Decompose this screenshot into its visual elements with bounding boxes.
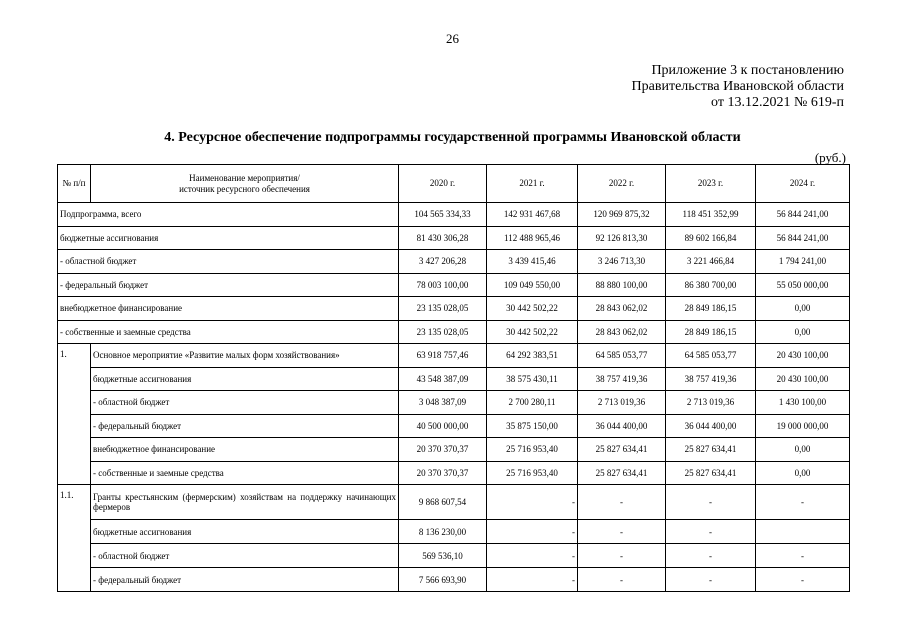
table-cell-2020: 8 136 230,00 <box>399 520 487 544</box>
table-row <box>58 568 850 592</box>
table-cell-2020: 23 135 028,05 <box>399 297 487 321</box>
table-cell-2024: 19 000 000,00 <box>756 414 850 438</box>
table-cell-2022: 25 827 634,41 <box>578 461 666 485</box>
table-cell-2022: 25 827 634,41 <box>578 438 666 462</box>
table-cell-2022: 28 843 062,02 <box>578 320 666 344</box>
table-cell-2021: 30 442 502,22 <box>487 297 578 321</box>
table-cell-2022: 2 713 019,36 <box>578 391 666 415</box>
row-label: - областной бюджет <box>91 544 399 568</box>
table-cell-2024: - <box>756 485 850 520</box>
header-name <box>91 165 399 203</box>
table-cell-2020: 569 536,10 <box>399 544 487 568</box>
table-cell-2020: 78 003 100,00 <box>399 273 487 297</box>
table-cell-2022: 38 757 419,36 <box>578 367 666 391</box>
table-cell-2023: 118 451 352,99 <box>666 203 756 227</box>
table-cell-2022: 92 126 813,30 <box>578 226 666 250</box>
table-cell-2022: 64 585 053,77 <box>578 344 666 368</box>
table-cell-2024: - <box>756 568 850 592</box>
table-row <box>58 203 850 227</box>
header-year-2020: 2020 г. <box>399 165 487 203</box>
table-row <box>58 250 850 274</box>
table-cell-2021: 3 439 415,46 <box>487 250 578 274</box>
table-cell-2021: 38 575 430,11 <box>487 367 578 391</box>
page-number: 26 <box>446 31 459 46</box>
row-label: - собственные и заемные средства <box>58 320 399 344</box>
table-cell-2020: 43 548 387,09 <box>399 367 487 391</box>
table-cell-2024: 20 430 100,00 <box>756 367 850 391</box>
funding-table <box>57 164 850 592</box>
table-cell-2021: 2 700 280,11 <box>487 391 578 415</box>
row-label: Основное мероприятие «Развитие малых форм хозяйствования» <box>91 344 399 368</box>
row-label: - федеральный бюджет <box>91 414 399 438</box>
table-cell-2024: 0,00 <box>756 320 850 344</box>
table-row <box>58 297 850 321</box>
table-cell-2020: 104 565 334,33 <box>399 203 487 227</box>
table-cell-2020: 3 048 387,09 <box>399 391 487 415</box>
row-label: внебюджетное финансирование <box>58 297 399 321</box>
appendix-line-2: Правительства Ивановской области <box>631 79 844 94</box>
table-cell-2024: 1 430 100,00 <box>756 391 850 415</box>
table-cell-2021: - <box>487 485 578 520</box>
table-cell-2023: - <box>666 485 756 520</box>
table-cell-2020: 63 918 757,46 <box>399 344 487 368</box>
table-cell-2024: 55 050 000,00 <box>756 273 850 297</box>
table-cell-2024: 0,00 <box>756 297 850 321</box>
table-cell-2020: 23 135 028,05 <box>399 320 487 344</box>
appendix-line-1: Приложение 3 к постановлению <box>651 63 844 78</box>
row-number: 1.1. <box>58 485 91 592</box>
appendix-block <box>632 63 844 111</box>
table-header-row <box>58 165 850 203</box>
table-body <box>58 203 850 592</box>
row-label: - собственные и заемные средства <box>91 461 399 485</box>
table-cell-2021: 30 442 502,22 <box>487 320 578 344</box>
appendix-line-3: от 13.12.2021 № 619-п <box>711 95 844 110</box>
header-year-2021: 2021 г. <box>487 165 578 203</box>
row-label: - федеральный бюджет <box>58 273 399 297</box>
table-row <box>58 391 850 415</box>
table-cell-2021: - <box>487 544 578 568</box>
table-cell-2021: 25 716 953,40 <box>487 461 578 485</box>
table-cell-2020: 9 868 607,54 <box>399 485 487 520</box>
table-cell-2021: - <box>487 568 578 592</box>
table-row <box>58 414 850 438</box>
row-label: бюджетные ассигнования <box>91 520 399 544</box>
table-cell-2020: 20 370 370,37 <box>399 438 487 462</box>
table-row <box>58 544 850 568</box>
table-cell-2022: 120 969 875,32 <box>578 203 666 227</box>
table-cell-2021: 25 716 953,40 <box>487 438 578 462</box>
table-cell-2022: 88 880 100,00 <box>578 273 666 297</box>
table-cell-2023: 2 713 019,36 <box>666 391 756 415</box>
table-row <box>58 320 850 344</box>
header-year-2023: 2023 г. <box>666 165 756 203</box>
table-cell-2022: - <box>578 568 666 592</box>
table-cell-2023: - <box>666 568 756 592</box>
table-cell-2022: 36 044 400,00 <box>578 414 666 438</box>
row-label: - областной бюджет <box>58 250 399 274</box>
table-cell-2022: 28 843 062,02 <box>578 297 666 321</box>
table-cell-2020: 81 430 306,28 <box>399 226 487 250</box>
row-label: - областной бюджет <box>91 391 399 415</box>
table-row <box>58 520 850 544</box>
table-cell-2023: 3 221 466,84 <box>666 250 756 274</box>
row-number: 1. <box>58 344 91 485</box>
header-year-2022: 2022 г. <box>578 165 666 203</box>
table-cell-2023: 38 757 419,36 <box>666 367 756 391</box>
table-cell-2020: 7 566 693,90 <box>399 568 487 592</box>
table-cell-2022: 3 246 713,30 <box>578 250 666 274</box>
table-cell-2023: - <box>666 544 756 568</box>
table-cell-2022: - <box>578 485 666 520</box>
table-cell-2020: 40 500 000,00 <box>399 414 487 438</box>
currency-unit: (руб.) <box>814 150 846 165</box>
table-cell-2023: - <box>666 520 756 544</box>
table-cell-2023: 36 044 400,00 <box>666 414 756 438</box>
table-row <box>58 438 850 462</box>
table-cell-2020: 3 427 206,28 <box>399 250 487 274</box>
row-label: Подпрограмма, всего <box>58 203 399 227</box>
table-cell-2022: - <box>578 520 666 544</box>
table-cell-2024 <box>756 520 850 544</box>
table-cell-2023: 86 380 700,00 <box>666 273 756 297</box>
table-cell-2021: 35 875 150,00 <box>487 414 578 438</box>
table-cell-2023: 25 827 634,41 <box>666 461 756 485</box>
table-cell-2023: 28 849 186,15 <box>666 320 756 344</box>
table-row <box>58 367 850 391</box>
table-cell-2021: 112 488 965,46 <box>487 226 578 250</box>
header-name-line-1: Наименование мероприятия/ <box>189 172 300 183</box>
row-label: Гранты крестьянским (фермерским) хозяйствам на поддержку начинающих фермеров <box>91 485 399 520</box>
header-year-2024: 2024 г. <box>756 165 850 203</box>
row-label: - федеральный бюджет <box>91 568 399 592</box>
table-cell-2021: 109 049 550,00 <box>487 273 578 297</box>
header-name-line-2: источник ресурсного обеспечения <box>179 183 310 194</box>
row-label: бюджетные ассигнования <box>91 367 399 391</box>
table-row <box>58 273 850 297</box>
row-label: внебюджетное финансирование <box>91 438 399 462</box>
table-row <box>58 344 850 368</box>
table-row <box>58 461 850 485</box>
table-cell-2023: 64 585 053,77 <box>666 344 756 368</box>
table-cell-2023: 28 849 186,15 <box>666 297 756 321</box>
table-cell-2024: - <box>756 544 850 568</box>
header-no: № п/п <box>58 165 91 203</box>
table-cell-2024: 0,00 <box>756 438 850 462</box>
table-cell-2021: - <box>487 520 578 544</box>
table-cell-2023: 89 602 166,84 <box>666 226 756 250</box>
row-label: бюджетные ассигнования <box>58 226 399 250</box>
table-cell-2021: 64 292 383,51 <box>487 344 578 368</box>
table-row <box>58 226 850 250</box>
document-title: 4. Ресурсное обеспечение подпрограммы государственной программы Ивановской области <box>164 130 741 145</box>
table-cell-2024: 20 430 100,00 <box>756 344 850 368</box>
table-cell-2023: 25 827 634,41 <box>666 438 756 462</box>
table-cell-2024: 56 844 241,00 <box>756 226 850 250</box>
table-cell-2024: 0,00 <box>756 461 850 485</box>
table-row <box>58 485 850 520</box>
table-cell-2024: 1 794 241,00 <box>756 250 850 274</box>
table-cell-2020: 20 370 370,37 <box>399 461 487 485</box>
table-cell-2022: - <box>578 544 666 568</box>
table-cell-2024: 56 844 241,00 <box>756 203 850 227</box>
table-cell-2021: 142 931 467,68 <box>487 203 578 227</box>
